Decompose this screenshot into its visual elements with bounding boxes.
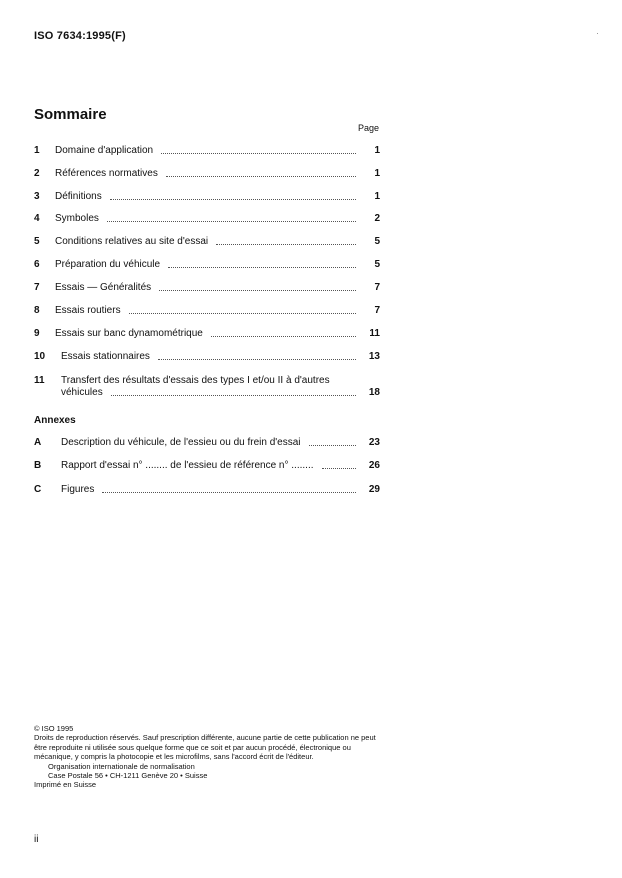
toc-entry[interactable] [34,351,380,363]
page-title: Sommaire [34,106,107,123]
annex-label: Figures [61,484,95,495]
toc-entry-page: 7 [374,282,380,293]
toc-entry[interactable] [34,213,380,225]
dot-leader [111,394,356,396]
toc-entry-number: 6 [34,259,40,270]
toc-entry[interactable] [34,259,380,271]
toc-entry-label: Symboles [55,213,99,224]
toc-entry[interactable] [34,305,380,317]
toc-entry-label: Essais routiers [55,305,121,316]
toc-entry-page: 1 [374,191,380,202]
toc-entry-page: 1 [374,168,380,179]
annex-page: 26 [368,460,380,471]
toc-entry-number: 8 [34,305,40,316]
scan-speck [597,33,598,34]
dot-leader [161,152,356,154]
annex-letter: C [34,484,42,495]
toc-entry-number: 4 [34,213,40,224]
page-column-label: Page [357,123,379,133]
annexes-heading: Annexes [34,415,76,426]
annex-page: 23 [368,437,380,448]
annex-entry[interactable] [34,460,380,472]
toc-entry-continuation[interactable] [34,387,380,399]
annex-entry[interactable] [34,437,380,449]
publisher-name: Organisation internationale de normalisation [48,761,195,771]
toc-entry-page: 1 [374,145,380,156]
annex-letter: A [34,437,42,448]
dot-leader [166,175,356,177]
toc-entry[interactable] [34,375,380,387]
toc-entry-number: 5 [34,236,40,247]
toc-entry-label: Définitions [55,191,102,202]
page-number: ii [34,834,39,845]
toc-entry-label: Essais — Généralités [55,282,152,293]
annex-label: Rapport d'essai n° ........ de l'essieu de référence n° ........ [61,460,314,471]
toc-entry-page: 2 [374,213,380,224]
toc-entry-number: 1 [34,145,40,156]
dot-leader [216,243,356,245]
annex-page: 29 [368,484,380,495]
toc-entry[interactable] [34,168,380,180]
toc-entry-page: 18 [368,387,380,398]
toc-entry-number: 2 [34,168,40,179]
annex-label: Description du véhicule, de l'essieu ou du frein d'essai [61,437,301,448]
copyright-block [34,724,380,790]
dot-leader [168,266,356,268]
dot-leader [309,444,356,446]
annex-entry[interactable] [34,484,380,496]
toc-entry-label: Transfert des résultats d'essais des types I et/ou II à d'autres [61,375,330,386]
toc-entry-label: Essais sur banc dynamométrique [55,328,203,339]
toc-entry-label: Domaine d'application [55,145,154,156]
dot-leader [102,491,356,493]
toc-entry-page: 5 [374,236,380,247]
dot-leader [129,312,356,314]
toc-entry-label: Références normatives [55,168,158,179]
dot-leader [158,358,356,360]
toc-entry-page: 11 [369,328,380,339]
toc-entry[interactable] [34,236,380,248]
toc-entry[interactable] [34,145,380,157]
dot-leader [159,289,356,291]
toc-entry-page: 13 [368,351,380,362]
toc-entry-number: 10 [34,351,46,362]
toc-entry-page: 7 [374,305,380,316]
toc-entry-number: 3 [34,191,40,202]
toc-entry-number: 11 [34,375,45,386]
dot-leader [107,220,356,222]
publisher-address: Case Postale 56 • CH-1211 Genève 20 • Suisse [48,771,208,781]
toc-entry[interactable] [34,328,380,340]
rights-notice: Droits de reproduction réservés. Sauf prescription différente, aucune partie de cette publication ne peut être reproduite ni utilisée sous quelque forme que ce soit et par aucun procédé, électronique ou mécanique, y compris la photocopie et les microfilms, sans l'accord écrit de l'éditeur. [34,733,376,762]
toc-entry-number: 7 [34,282,40,293]
toc-entry-number: 9 [34,328,40,339]
dot-leader [110,198,356,200]
toc-entry-label-continued: véhicules [61,387,103,398]
copyright-line: © ISO 1995 [34,724,74,733]
toc-entry-label: Préparation du véhicule [55,259,161,270]
toc-entry-label: Essais stationnaires [61,351,150,362]
toc-entry-label: Conditions relatives au site d'essai [55,236,209,247]
printed-in: Imprimé en Suisse [34,780,97,790]
annex-letter: B [34,460,42,471]
dot-leader [211,335,356,337]
toc-entry[interactable] [34,191,380,203]
document-id-header: ISO 7634:1995(F) [34,30,126,42]
toc-entry[interactable] [34,282,380,294]
toc-entry-page: 5 [374,259,380,270]
dot-leader [322,467,357,469]
